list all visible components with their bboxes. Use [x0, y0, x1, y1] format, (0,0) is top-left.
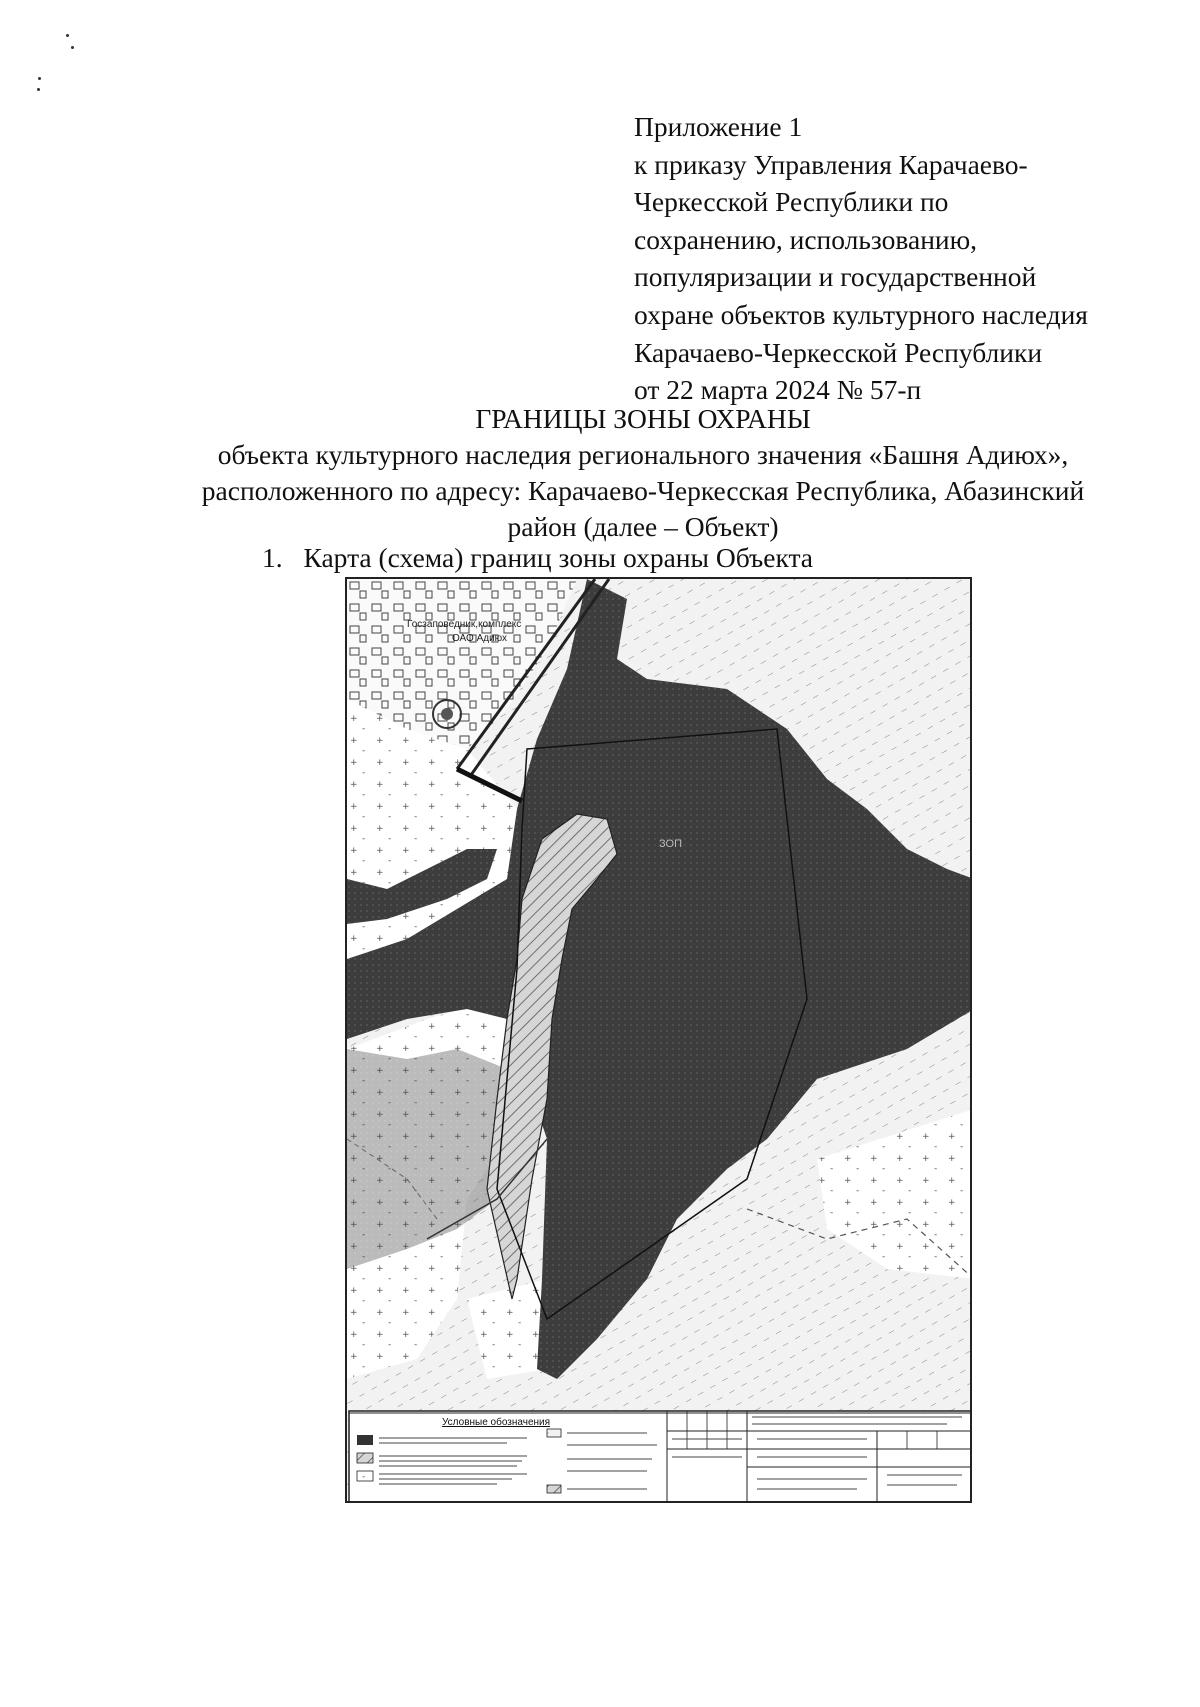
- annex-line: Приложение 1: [634, 111, 803, 142]
- section-title-text: Карта (схема) границ зоны охраны Объекта: [303, 542, 814, 573]
- heading-line: объекта культурного наследия регионального значения «Башня Адиюх»,: [217, 439, 1069, 470]
- scan-speck: [71, 46, 74, 49]
- annex-line: охране объектов культурного наследия: [634, 298, 1088, 330]
- settlement-roundabout-core: [441, 708, 453, 720]
- legend-swatch-dotted: [357, 1471, 373, 1481]
- section-number: 1.: [262, 542, 283, 573]
- map-label-enterprise: Госзаповедник,комплекс: [407, 619, 522, 630]
- document-heading: [0, 401, 1200, 545]
- map-label-enterprise: ОАО Адиюх: [452, 633, 508, 644]
- scan-speck: [66, 34, 69, 37]
- heading-line: расположенного по адресу: Карачаево-Черкесская Республика, Абазинский: [201, 475, 1085, 506]
- scan-speck: [37, 88, 40, 91]
- annex-line: популяризации и государственной: [634, 261, 1037, 293]
- annex-block: [634, 108, 1154, 409]
- legend-swatch-dark: [357, 1435, 373, 1445]
- annex-line: Карачаево-Черкесской Республики: [634, 336, 1043, 368]
- annex-line: сохранению, использованию,: [634, 223, 978, 255]
- annex-line: от 22 марта 2024 № 57-п: [634, 374, 922, 406]
- map-label-zone: ЗОП: [659, 838, 682, 850]
- heading-title: ГРАНИЦЫ ЗОНЫ ОХРАНЫ: [475, 403, 811, 434]
- legend-swatch-hatched: [357, 1453, 373, 1463]
- legend-swatch-zone: [547, 1485, 561, 1493]
- annex-line: Черкесской Республики по: [634, 186, 949, 218]
- section-title: [262, 540, 813, 576]
- scan-speck: [38, 77, 41, 80]
- legend-title: Условные обозначения: [442, 1417, 551, 1428]
- heading-line: район (далее – Объект): [507, 511, 779, 542]
- annex-line: к приказу Управления Карачаево-: [634, 148, 1028, 180]
- legend-swatch-forest: [547, 1429, 561, 1437]
- map-legend: [349, 1411, 972, 1503]
- map-drawing: [347, 579, 972, 1503]
- boundary-map: [345, 577, 972, 1503]
